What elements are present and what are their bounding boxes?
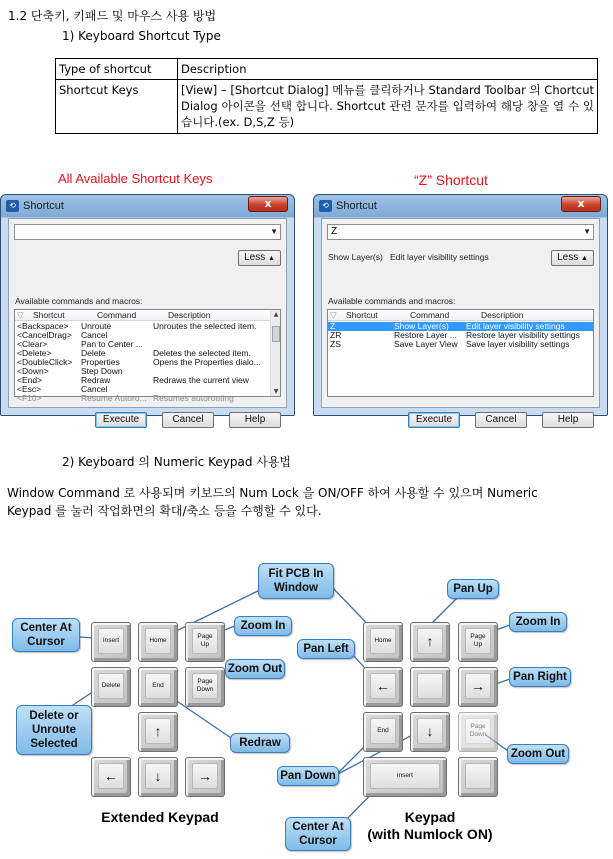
col-description[interactable]: Description [481,310,524,320]
keypad-diagram [0,555,613,859]
row-shortcut: <Delete> [17,348,52,358]
chevron-up-icon: ▲ [580,255,588,262]
chevron-down-icon[interactable]: ▼ [583,227,591,236]
numpad-left-key[interactable] [363,667,403,707]
caption-keypad [352,809,508,843]
callout-redraw: Redraw [230,733,290,753]
execute-button[interactable]: Execute [95,412,147,428]
list-item[interactable] [328,340,593,349]
shortcut-type-table [55,58,598,134]
table-header-type: Type of shortcut [56,59,178,80]
chevron-up-icon: ▲ [267,255,275,262]
help-button[interactable]: Help [229,412,281,428]
numpad-down-key[interactable] [410,712,450,752]
row-shortcut: <F10> [17,393,42,403]
row-description: Resumes autorouting [153,393,234,403]
table-cell-type: Shortcut Keys [56,80,178,134]
cancel-button[interactable]: Cancel [162,412,214,428]
dialog-title: Shortcut [23,200,64,212]
row-command: Cancel [81,384,108,394]
list-item[interactable] [15,331,280,340]
page-up-key-label: Page Up [192,628,218,654]
row-shortcut: ZR [330,330,342,340]
numpad-end-label: End [370,718,396,744]
arrow-down-icon: ↓ [417,718,443,744]
caption-keypad-line1: Keypad [404,809,456,825]
home-key-label: Home [145,628,171,654]
caption-extended-keypad: Extended Keypad [101,809,219,825]
help-button[interactable]: Help [542,412,594,428]
insert-key[interactable] [91,622,131,662]
col-description[interactable]: Description [168,310,211,320]
row-shortcut: <Backspace> [17,321,69,331]
numpad-up-key[interactable] [410,622,450,662]
app-icon: ⟲ [319,200,332,212]
left-dialog-caption: All Available Shortcut Keys [58,171,213,186]
row-shortcut: <Esc> [17,384,42,394]
sort-icon: ▽ [330,310,337,320]
numpad-page-down-key[interactable] [458,712,498,752]
section2-heading: 2) Keyboard 의 Numeric Keypad 사용법 [62,455,292,469]
arrow-right-icon: → [465,673,491,699]
sort-icon: ▽ [17,310,24,320]
info-command: Show Layer(s) [328,252,383,262]
row-shortcut: <CancelDrag> [17,330,72,340]
dialog-body [8,218,287,425]
row-shortcut: <Clear> [17,339,48,349]
numpad-right-key[interactable] [458,667,498,707]
close-button[interactable]: x [561,196,601,212]
arrow-up-icon: ↑ [145,718,171,744]
numpad-period-key[interactable] [458,757,498,797]
dialog-title: Shortcut [336,200,377,212]
row-description: Opens the Properties dialo... [153,357,261,367]
less-button[interactable] [238,250,281,266]
shortcut-dialog-z [313,194,608,425]
callout-pan-down: Pan Down [277,766,339,786]
row-shortcut: <End> [17,375,43,385]
list-item[interactable] [15,358,280,367]
subsection-heading: 1) Keyboard Shortcut Type [62,29,221,43]
col-command[interactable]: Command [410,310,450,320]
keypad-paragraph [7,484,611,520]
end-key[interactable] [138,667,178,707]
callout-zoom-out-left: Zoom Out [225,659,285,679]
arrow-up-key[interactable] [138,712,178,752]
row-description: Restore layer visibility settings [466,330,580,340]
info-description: Edit layer visibility settings [390,252,489,262]
numpad-home-label: Home [370,628,396,654]
arrow-down-icon: ↓ [145,763,171,789]
callout-pan-right: Pan Right [509,667,571,687]
commands-label: Available commands and macros: [328,296,456,306]
callout-fit-pcb: Fit PCB In Window [258,563,334,599]
numpad-5-face [417,673,443,699]
numpad-page-up-label: Page Up [465,628,491,654]
numpad-end-key[interactable] [363,712,403,752]
chevron-down-icon[interactable]: ▼ [270,227,278,236]
row-command: Resume Autoro... [81,393,147,403]
numpad-period-face [465,763,491,789]
numpad-home-key[interactable] [363,622,403,662]
callout-pan-left: Pan Left [297,639,355,659]
paragraph-line-1: Window Command 로 사용되며 키보드의 Num Lock 을 ON/OFF 하여 사용할 수 있으며 Numeric [7,486,538,500]
row-command: Pan to Center ... [81,339,143,349]
callout-center-at-cursor-bottom: Center At Cursor [285,817,351,851]
row-description: Redraws the current view [153,375,249,385]
scroll-up-icon[interactable]: ▲ [273,311,279,318]
numpad-5-key[interactable] [410,667,450,707]
row-command: Delete [81,348,106,358]
table-header-description: Description [178,59,598,80]
row-shortcut: Z [330,321,336,331]
col-command[interactable]: Command [97,310,137,320]
list-item[interactable] [15,385,280,394]
arrow-right-key[interactable] [185,757,225,797]
page-down-key-label: Page Down [192,673,218,699]
numpad-insert-key[interactable] [363,757,447,797]
numpad-insert-label: insert [370,763,440,789]
callout-delete-unroute: Delete or Unroute Selected [16,705,92,755]
arrow-left-icon: ← [370,673,396,699]
list-header [328,310,593,321]
row-command: Restore Layer ... [394,330,457,340]
callout-zoom-out-right: Zoom Out [507,744,569,764]
arrow-right-icon: → [192,763,218,789]
row-shortcut: ZS [330,339,341,349]
arrow-up-icon: ↑ [417,628,443,654]
row-description: Deletes the selected item. [153,348,251,358]
shortcut-combo-input[interactable] [327,224,594,240]
arrow-left-icon: ← [98,763,124,789]
numpad-page-up-key[interactable] [458,622,498,662]
row-command: Show Layer(s) [394,321,449,331]
list-item[interactable] [15,376,280,385]
less-button[interactable] [551,250,594,266]
less-button-label: Less [557,252,579,263]
shortcut-combo-input[interactable] [14,224,281,240]
dialog-titlebar [6,198,64,214]
arrow-left-key[interactable] [91,757,131,797]
callout-zoom-in-right: Zoom In [509,612,567,632]
row-command: Unroute [81,321,112,331]
page-up-key[interactable] [185,622,225,662]
page-down-key[interactable] [185,667,225,707]
execute-button[interactable]: Execute [408,412,460,428]
row-command: Cancel [81,330,108,340]
callout-zoom-in-left: Zoom In [234,616,292,636]
row-description: Unroutes the selected item. [153,321,257,331]
table-header-row [56,59,598,80]
row-shortcut: <DoubleClick> [17,357,73,367]
dialog-titlebar [319,198,377,214]
row-command: Step Down [81,366,123,376]
table-cell-description: [View] – [Shortcut Dialog] 메뉴를 클릭하거나 Standard Toolbar 의 Chortcut Dialog 아이콘을 선택 합니다. Shortcut 관련 문자를 입력하여 해당 창을 열 수 있습니다.(ex. D,S,Z 등) [178,80,598,134]
row-description: Save layer visibility settings [466,339,570,349]
insert-key-label: Insert [98,628,124,654]
arrow-down-key[interactable] [138,757,178,797]
row-command: Properties [81,357,120,367]
callout-pan-up: Pan Up [447,579,499,599]
row-command: Save Layer View [394,339,458,349]
less-button-label: Less [244,252,266,263]
shortcut-dialog-all [0,194,295,425]
row-command: Redraw [81,375,111,385]
table-row [56,80,598,134]
cancel-button[interactable]: Cancel [475,412,527,428]
row-shortcut: <Down> [17,366,49,376]
scroll-down-icon[interactable]: ▼ [273,388,279,395]
close-button[interactable]: x [248,196,288,212]
numpad-page-down-label: Page Down [465,718,491,744]
section-heading: 1.2 단축키, 키패드 및 마우스 사용 방법 [8,9,217,23]
dialog-body [321,218,600,425]
list-item[interactable] [15,394,280,403]
commands-label: Available commands and macros: [15,296,143,306]
caption-keypad-line2: (with Numlock ON) [367,826,493,842]
callout-center-at-cursor: Center At Cursor [12,618,80,652]
home-key[interactable] [138,622,178,662]
right-dialog-caption: “Z” Shortcut [414,172,488,188]
end-key-label: End [145,673,171,699]
paragraph-line-2: Keypad 를 눌러 작업화면의 확대/축소 등을 수행할 수 있다. [7,504,322,518]
delete-key[interactable] [91,667,131,707]
combo-value: Z [331,226,338,237]
row-description: Edit layer visibility settings [466,321,565,331]
list-header [15,310,280,321]
commands-list[interactable] [14,309,281,403]
delete-key-label: Delete [98,673,124,699]
app-icon: ⟲ [6,200,19,212]
commands-list[interactable] [327,309,594,397]
col-shortcut[interactable]: Shortcut [33,310,65,320]
col-shortcut[interactable]: Shortcut [346,310,378,320]
